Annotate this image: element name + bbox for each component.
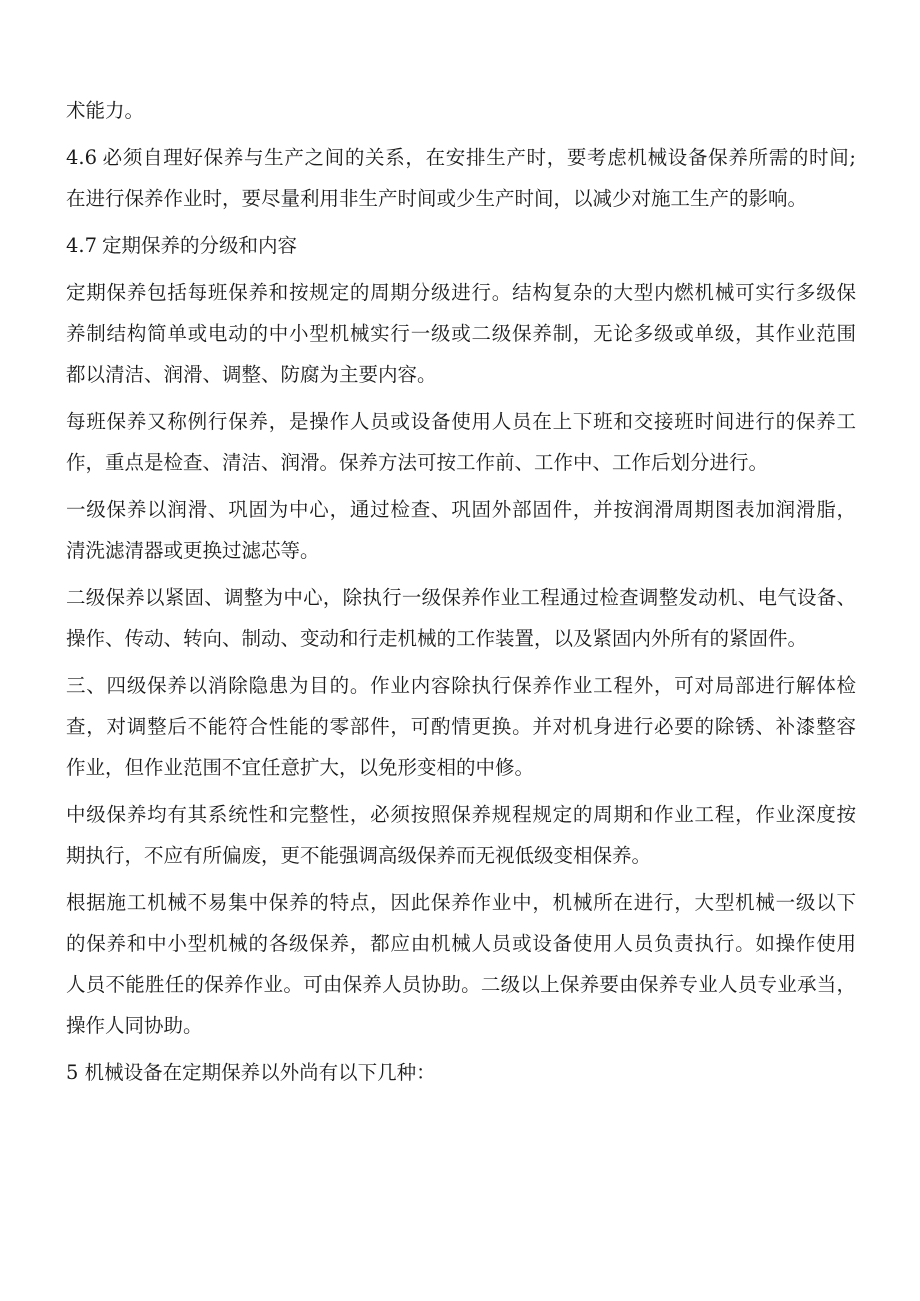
line-text: 作业，但作业范围不宜任意扩大，以免形变相的中修。 xyxy=(66,756,535,779)
line-text: 定期保养包括每班保养和按规定的周期分级进行。结构复杂的大型内燃机械可实行多级保 xyxy=(66,281,856,304)
text-line xyxy=(66,401,856,442)
section-number: 4.6 xyxy=(66,146,98,169)
text-line xyxy=(66,923,856,964)
line-text: 三、四级保养以消除隐患为目的。作业内容除执行保养作业工程外，可对局部进行解体检 xyxy=(66,674,856,697)
text-line xyxy=(66,577,856,618)
line-text: 5 机械设备在定期保养以外尚有以下几种： xyxy=(66,1061,436,1084)
text-line xyxy=(66,178,856,219)
text-line xyxy=(66,90,856,131)
text-line xyxy=(66,964,856,1005)
line-text: 必须自理好保养与生产之间的关系，在安排生产时，要考虑机械设备保养所需的时间; xyxy=(102,146,856,169)
line-text: 根据施工机械不易集中保养的特点，因此保养作业中，机械所在进行，大型机械一级以下 xyxy=(66,891,856,914)
line-text: 中级保养均有其系统性和完整性，必须按照保养规程规定的周期和作业工程，作业深度按 xyxy=(66,803,856,826)
line-text: 在进行保养作业时，要尽量利用非生产时间或少生产时间，以减少对施工生产的影响。 xyxy=(66,187,808,210)
text-line xyxy=(66,530,856,571)
line-text: 每班保养又称例行保养，是操作人员或设备使用人员在上下班和交接班时间进行的保养工 xyxy=(66,410,856,433)
text-line xyxy=(66,272,856,313)
line-text: 操作人同协助。 xyxy=(66,1014,203,1037)
text-line xyxy=(66,489,856,530)
text-line xyxy=(66,882,856,923)
document-body xyxy=(66,90,856,1093)
text-line xyxy=(66,665,856,706)
text-line xyxy=(66,706,856,747)
line-text: 术能力。 xyxy=(66,99,145,122)
line-text: 都以清洁、润滑、调整、防腐为主要内容。 xyxy=(66,363,437,386)
line-text: 一级保养以润滑、巩固为中心，通过检查、巩固外部固件，并按润滑周期图表加润滑脂， xyxy=(66,498,856,521)
text-line xyxy=(66,137,856,178)
line-text: 期执行，不应有所偏废，更不能强调高级保养而无视低级变相保养。 xyxy=(66,844,652,867)
text-line xyxy=(66,225,856,266)
text-line xyxy=(66,1005,856,1046)
text-line xyxy=(66,354,856,395)
text-line xyxy=(66,618,856,659)
section-number: 4.7 xyxy=(66,234,98,257)
line-text: 定期保养的分级和内容 xyxy=(102,234,298,257)
line-text: 养制结构简单或电动的中小型机械实行一级或二级保养制，无论多级或单级，其作业范围 xyxy=(66,322,856,345)
line-text: 查，对调整后不能符合性能的零部件，可酌情更换。并对机身进行必要的除锈、补漆整容 xyxy=(66,715,856,738)
text-line xyxy=(66,835,856,876)
text-line xyxy=(66,794,856,835)
text-line xyxy=(66,747,856,788)
line-text: 清洗滤清器或更换过滤芯等。 xyxy=(66,539,320,562)
line-text: 二级保养以紧固、调整为中心，除执行一级保养作业工程通过检查调整发动机、电气设备、 xyxy=(66,586,856,609)
line-text: 人员不能胜任的保养作业。可由保养人员协助。二级以上保养要由保养专业人员专业承当， xyxy=(66,973,856,996)
text-line xyxy=(66,442,856,483)
line-text: 作，重点是检查、清洁、润滑。保养方法可按工作前、工作中、工作后划分进行。 xyxy=(66,451,769,474)
text-line xyxy=(66,1052,856,1093)
text-line xyxy=(66,313,856,354)
line-text: 操作、传动、转向、制动、变动和行走机械的工作装置，以及紧固内外所有的紧固件。 xyxy=(66,627,808,650)
line-text: 的保养和中小型机械的各级保养，都应由机械人员或设备使用人员负责执行。如操作使用 xyxy=(66,932,856,955)
